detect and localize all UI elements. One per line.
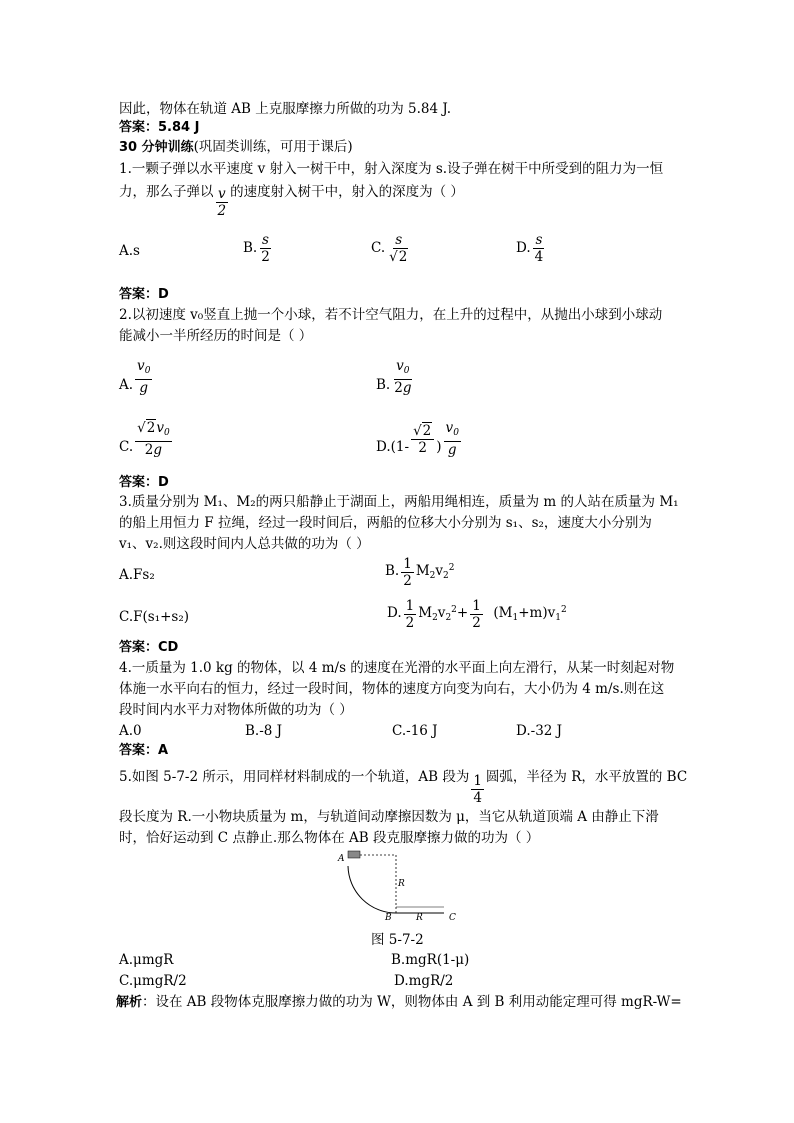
q4-stem-line1: 4.一质量为 1.0 kg 的物体，以 4 m/s 的速度在光滑的水平面上向左滑行，从某一时刻起对物 bbox=[119, 660, 675, 676]
q5-stem-line1 bbox=[119, 768, 687, 806]
answer-label: 答案：5.84 J bbox=[119, 120, 200, 135]
block-m bbox=[348, 851, 360, 858]
opt-label: A. bbox=[119, 376, 134, 393]
q1-option-b-fraction bbox=[259, 232, 272, 265]
q1-option-c-fraction bbox=[387, 232, 410, 265]
q5-stem-text-b: 圆弧，半径为 R，水平放置的 BC bbox=[485, 769, 688, 785]
q3-option-b bbox=[385, 556, 454, 589]
frac-num: 1 bbox=[472, 598, 481, 614]
q3-stem-line1: 3.质量分别为 M₁、M₂的两只船静止于湖面上，两船用绳相连，质量为 m 的人站在质量为 M₁ bbox=[119, 494, 679, 510]
q3-option-d-expr-a: $M_2v_2^2+$ bbox=[418, 605, 469, 623]
frac-num: 1 bbox=[403, 556, 412, 572]
q5-stem-line3: 时，恰好运动到 C 点静止.那么物体在 AB 段克服摩擦力做的功为（ ） bbox=[119, 830, 540, 846]
q5-analysis bbox=[116, 993, 682, 1012]
q1-stem-line2 bbox=[119, 183, 464, 219]
frac-num: v bbox=[217, 186, 226, 202]
q3-stem-line2: 的船上用恒力 F 拉绳，经过一段时间后，两船的位移大小分别为 s₁、s₂，速度大小分别为 bbox=[119, 515, 652, 531]
frac-den-sqrt: √2 bbox=[389, 249, 408, 265]
q4-answer: 答案：A bbox=[119, 743, 169, 758]
q4-option-b: B.-8 J bbox=[245, 723, 283, 739]
q1-option-d-fraction bbox=[533, 232, 546, 265]
section-heading-note: (巩固类训练，可用于课后) bbox=[193, 139, 353, 155]
frac-num: 1 bbox=[405, 598, 415, 614]
q5-option-d: D.mgR/2 bbox=[394, 973, 454, 989]
q5-stem-line2: 段长度为 R.一小物块质量为 m，与轨道间动摩擦因数为 μ，当它从轨道顶端 A 由静止下滑 bbox=[119, 809, 659, 825]
frac-den: g bbox=[447, 442, 457, 458]
frac-num: $√2v_0$ bbox=[135, 420, 172, 442]
arc-track bbox=[348, 866, 396, 913]
q5-option-c: C.μmgR/2 bbox=[119, 973, 187, 989]
q1-stem-text-b: 的速度射入树干中，射入的深度为（ ） bbox=[230, 184, 464, 200]
q2-option-b bbox=[376, 358, 415, 396]
frac-num: s bbox=[535, 232, 543, 248]
half-fraction bbox=[401, 556, 414, 589]
opt-label: D.(1- bbox=[376, 438, 410, 455]
figure-caption: 图 5-7-2 bbox=[371, 932, 424, 948]
frac-den: 2 bbox=[405, 615, 415, 631]
q4-option-a: A.0 bbox=[119, 723, 142, 739]
analysis-label: 解析 bbox=[116, 995, 143, 1010]
q5-quarter-fraction bbox=[471, 773, 484, 806]
q1-stem-text-a: 力，那么子弹以 bbox=[119, 184, 214, 200]
sqrt-radicand: 2 bbox=[398, 249, 408, 265]
q1-option-b bbox=[243, 232, 274, 265]
paragraph-line: 因此，物体在轨道 AB 上克服摩擦力所做的功为 5.84 J. bbox=[119, 101, 452, 117]
q5-option-b: B.mgR(1-μ) bbox=[391, 952, 470, 968]
q1-option-d bbox=[516, 232, 547, 265]
analysis-text: ：设在 AB 段物体克服摩擦力做的功为 W，则物体由 A 到 B 利用动能定理可得 mgR-W= bbox=[142, 994, 682, 1010]
q2-option-d-v0-over-g bbox=[444, 420, 461, 458]
q1-fraction-v-over-2 bbox=[216, 186, 229, 219]
section-heading-bold: 30 分钟训练 bbox=[119, 140, 194, 155]
q2-stem-line1: 2.以初速度 v₀竖直上抛一个小球，若不计空气阻力，在上升的过程中，从抛出小球到小球动 bbox=[119, 307, 663, 323]
opt-label: B. bbox=[385, 563, 400, 579]
q4-option-c: C.-16 J bbox=[392, 723, 438, 739]
opt-label: B. bbox=[243, 240, 258, 256]
frac-num: s bbox=[395, 232, 403, 248]
frac-den: 2 bbox=[217, 203, 227, 219]
q5-stem-text-a: 5.如图 5-7-2 所示，用同样材料制成的一个轨道，AB 段为 bbox=[119, 769, 470, 785]
q5-option-a: A.μmgR bbox=[119, 952, 174, 968]
frac-den: 4 bbox=[534, 249, 544, 265]
opt-label: B. bbox=[376, 376, 391, 393]
label-r-vertical: R bbox=[398, 879, 405, 889]
frac-num: 1 bbox=[473, 773, 482, 789]
label-m: m bbox=[362, 853, 370, 862]
q2-option-d-sqrt2-over-2 bbox=[411, 423, 434, 456]
half-fraction bbox=[470, 598, 483, 631]
frac-num: s bbox=[262, 232, 269, 248]
frac-den: 2 bbox=[261, 249, 270, 265]
frac-num: $v_0$ bbox=[444, 420, 461, 442]
q2-option-a bbox=[119, 358, 154, 396]
q3-stem-line3: v₁、v₂.则这段时间内人总共做的功为（ ） bbox=[119, 536, 370, 552]
q2-option-d bbox=[376, 420, 463, 458]
q2-stem-line2: 能减小一半所经历的时间是（ ） bbox=[119, 328, 313, 344]
q4-option-d: D.-32 J bbox=[516, 723, 563, 739]
opt-label: D. bbox=[516, 240, 531, 256]
opt-label: D. bbox=[387, 605, 402, 621]
frac-den: 2 bbox=[403, 573, 412, 589]
q2-answer: 答案：D bbox=[119, 475, 169, 490]
q2-option-c-fraction bbox=[135, 420, 172, 458]
label-c: C bbox=[449, 913, 456, 922]
q3-option-d-expr-b: $(M_1+m)v_1^2$ bbox=[484, 605, 567, 623]
frac-den: 2 bbox=[418, 439, 427, 456]
close-paren: ) bbox=[436, 438, 442, 455]
q3-answer: 答案：CD bbox=[119, 640, 179, 655]
q3-option-a: A.Fs₂ bbox=[119, 567, 155, 583]
q2-option-b-fraction bbox=[392, 358, 413, 396]
track-figure bbox=[334, 850, 464, 922]
q3-option-b-expr: $M_2v_2^2$ bbox=[415, 563, 455, 581]
opt-label: C. bbox=[119, 438, 134, 455]
frac-den: 2 bbox=[472, 615, 481, 631]
frac-den: 2g bbox=[144, 442, 163, 458]
opt-label: C. bbox=[371, 240, 386, 256]
section-heading bbox=[119, 138, 353, 157]
q2-option-c bbox=[119, 420, 174, 458]
q1-option-a: A.s bbox=[119, 243, 140, 259]
frac-den: g bbox=[139, 380, 149, 396]
q3-option-d bbox=[387, 598, 567, 631]
q1-option-c bbox=[371, 232, 412, 265]
frac-den: 4 bbox=[473, 790, 482, 806]
q4-stem-line2: 体施一水平向右的恒力，经过一段时间，物体的速度方向变为向右，大小仍为 4 m/s.则在这 bbox=[119, 681, 665, 697]
label-b: B bbox=[385, 913, 392, 922]
frac-num: $v_0$ bbox=[135, 358, 152, 380]
q1-answer: 答案：D bbox=[119, 287, 169, 302]
q4-stem-line3: 段时间内水平力对物体所做的功为（ ） bbox=[119, 702, 353, 718]
q3-option-c: C.F(s₁+s₂) bbox=[119, 609, 190, 625]
frac-den: 2g bbox=[394, 380, 412, 396]
label-r-horizontal: R bbox=[416, 913, 423, 922]
label-a: A bbox=[338, 854, 345, 864]
frac-num: √2 bbox=[411, 423, 434, 440]
q2-option-a-fraction bbox=[135, 358, 152, 396]
q1-stem-line1: 1.一颗子弹以水平速度 v 射入一树干中，射入深度为 s.设子弹在树干中所受到的阻力为一恒 bbox=[119, 161, 664, 177]
frac-num: $v_0$ bbox=[394, 358, 411, 380]
half-fraction bbox=[404, 598, 417, 631]
